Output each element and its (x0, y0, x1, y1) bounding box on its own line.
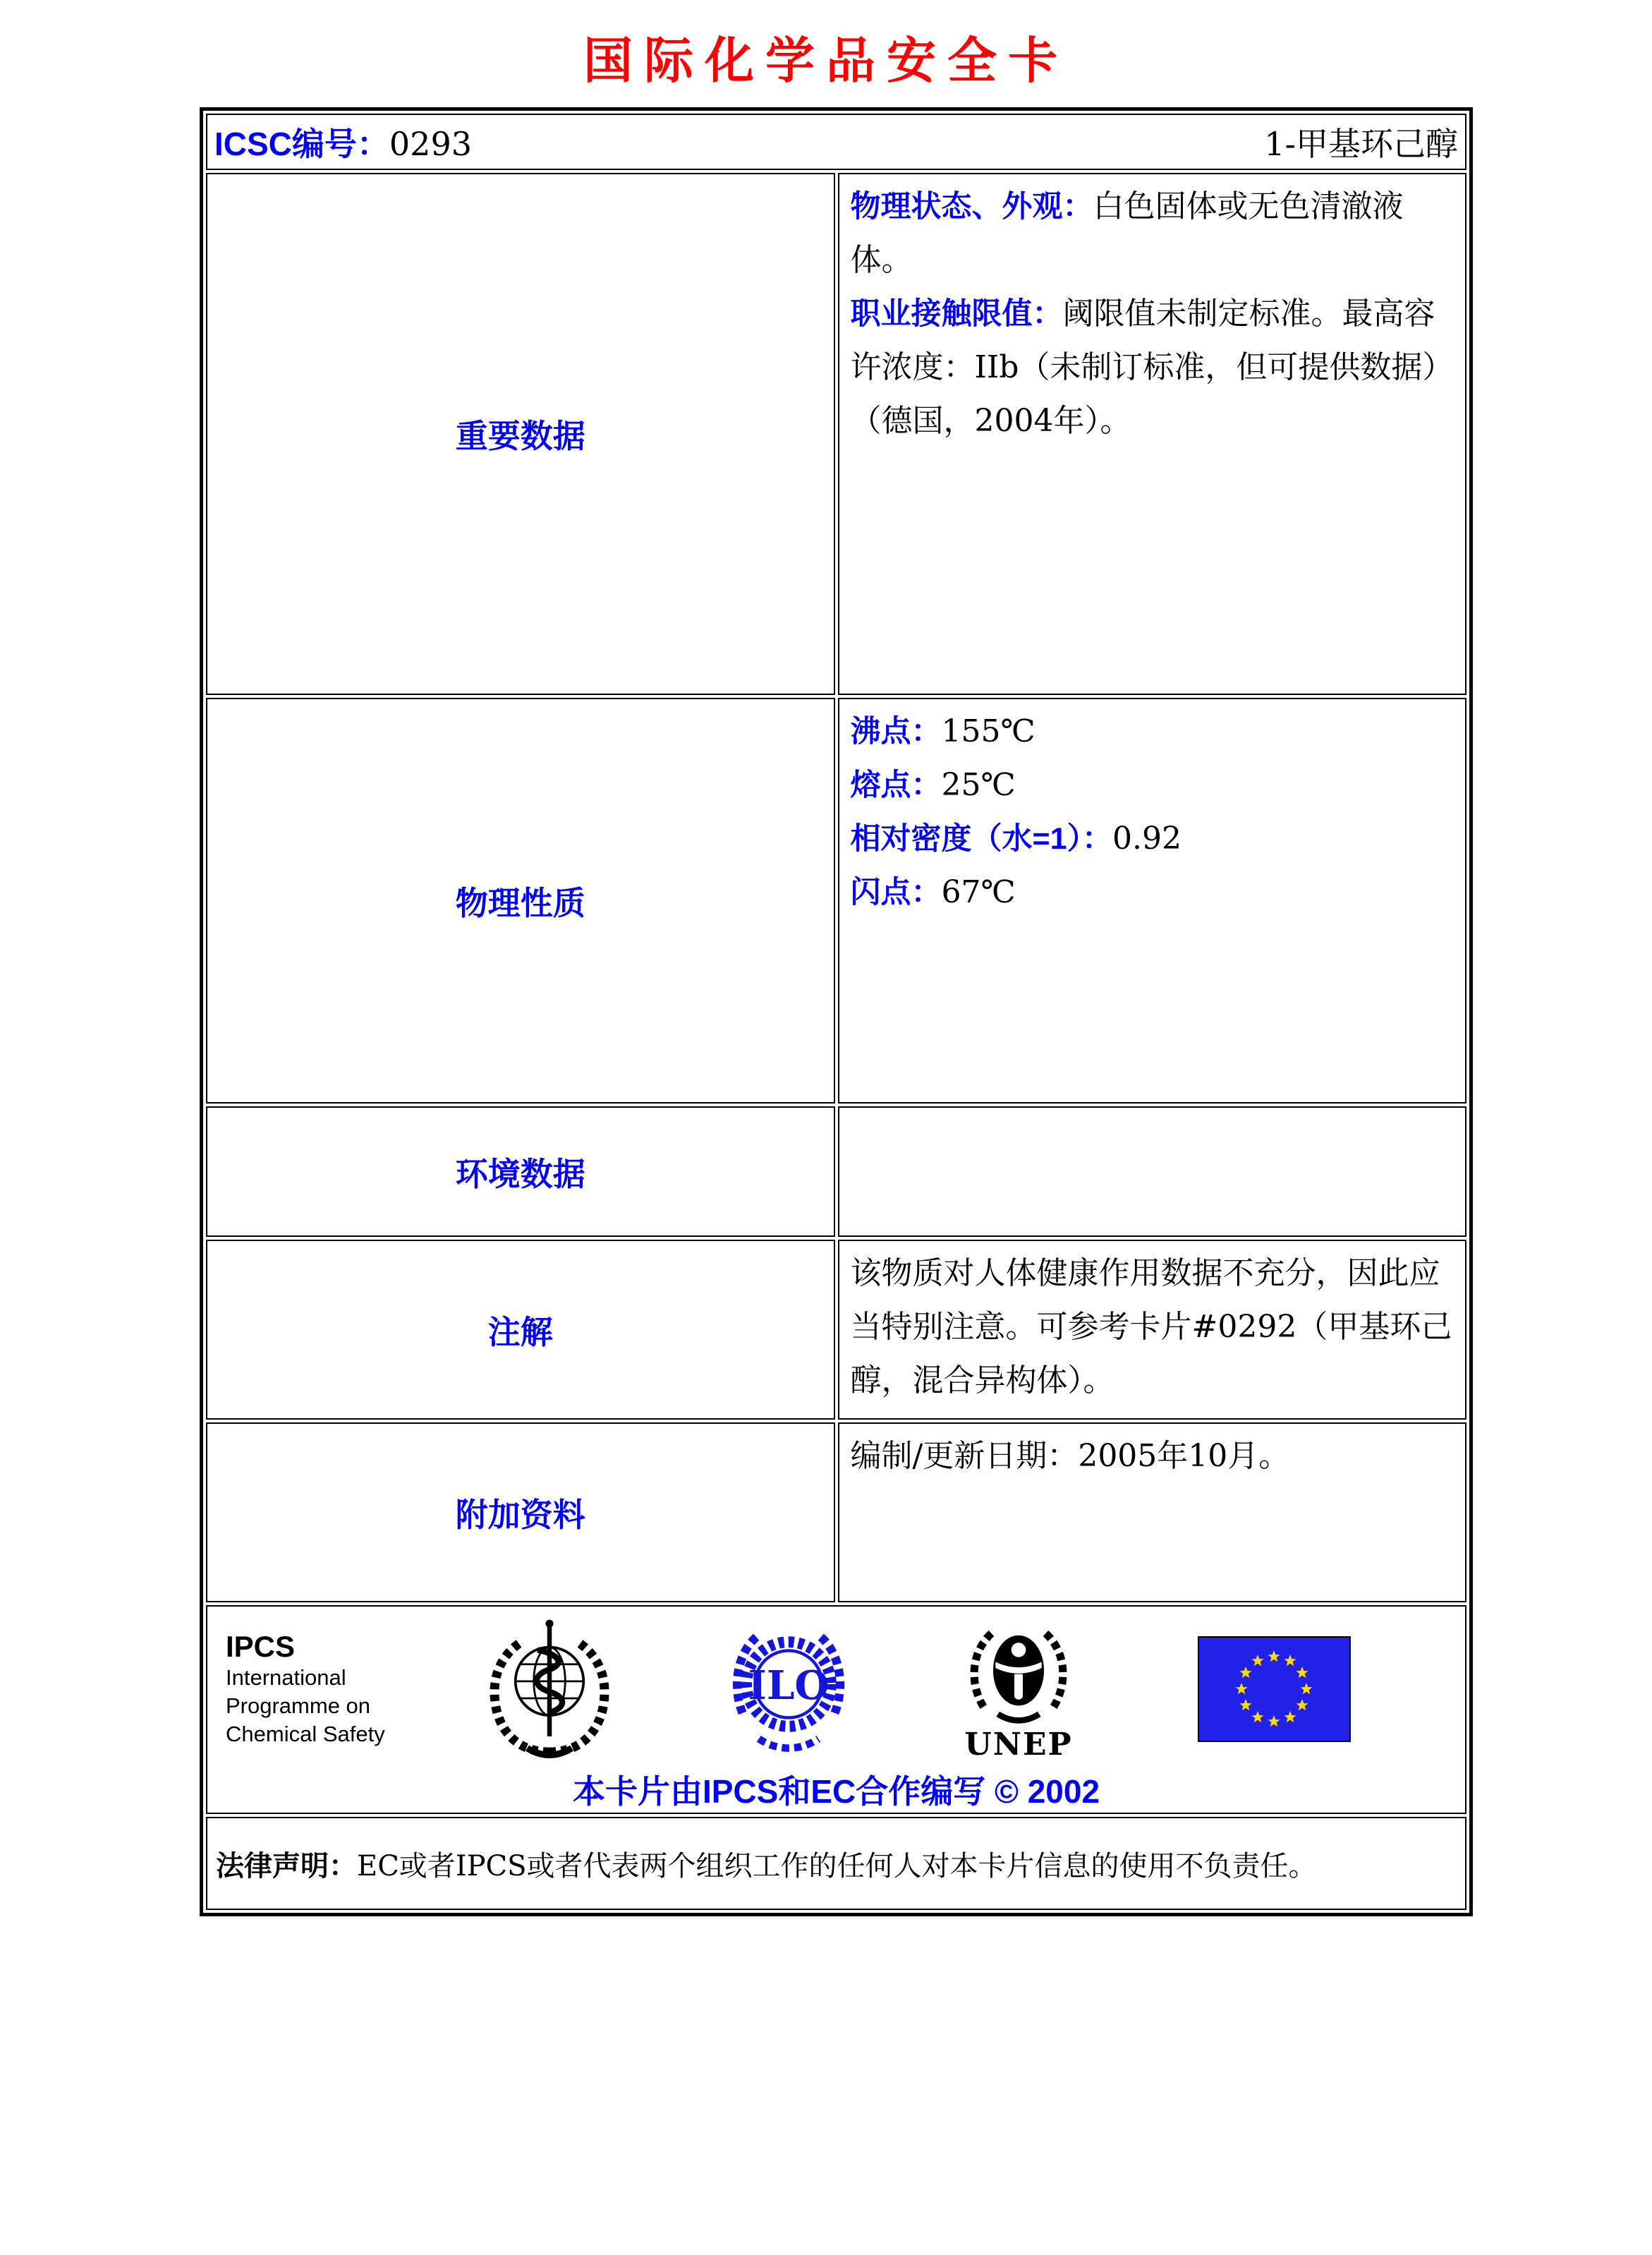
credit-line (207, 1766, 1465, 1813)
logos-cell (206, 1605, 1466, 1814)
section-content-important-data (838, 173, 1467, 695)
ilo-letters: ILO (748, 1662, 830, 1710)
melting-point-label: 熔点： (850, 768, 942, 802)
credit-text: 本卡片由IPCS和EC合作编写 (572, 1773, 986, 1810)
eu-flag-icon (1198, 1636, 1351, 1742)
icsc-number-value: 0293 (389, 125, 472, 163)
section-content-additional-info (838, 1422, 1467, 1602)
copyright-text: © 2002 (995, 1773, 1100, 1810)
section-content-environmental-data (838, 1106, 1467, 1237)
ipcs-line-1: International (226, 1665, 346, 1690)
physical-state-value: 白色固体或无色清澈液体。 (850, 188, 1404, 278)
notes-text: 该物质对人体健康作用数据不充分，因此应当特别注意。可参考卡片#0292（甲基环己醇，混合异构体）。 (850, 1255, 1452, 1398)
section-row-important-data (206, 173, 1466, 695)
relative-density-label: 相对密度（水=1）： (850, 822, 1113, 856)
icsc-card-table (200, 107, 1473, 1916)
relative-density-value: 0.92 (1112, 821, 1182, 857)
ipcs-line-2: Programme on (226, 1693, 371, 1718)
logos-row (206, 1605, 1466, 1814)
relative-density-line (851, 812, 1453, 866)
melting-point-value: 25℃ (941, 767, 1016, 803)
legal-cell (206, 1817, 1466, 1910)
additional-info-text: 编制/更新日期：2005年10月。 (850, 1438, 1290, 1474)
melting-point-line (851, 758, 1453, 812)
header-row (206, 114, 1466, 170)
physical-state-label: 物理状态、外观： (850, 190, 1093, 224)
important-data-line-exposure (851, 287, 1453, 448)
header-cell (206, 114, 1466, 170)
legal-notice-text: EC或者IPCS或者代表两个组织工作的任何人对本卡片信息的使用不负责任。 (357, 1849, 1317, 1882)
section-label-notes: 注解 (206, 1240, 835, 1420)
flash-point-line (851, 866, 1453, 919)
ipcs-line-3: Chemical Safety (226, 1722, 385, 1746)
unep-logo-icon (958, 1617, 1079, 1729)
section-row-environmental-data (206, 1106, 1466, 1237)
boiling-point-line (851, 705, 1453, 758)
occupational-exposure-value: 阈限值未制定标准。最高容许浓度：IIb（未制订标准，但可提供数据）（德国，2004年）。 (850, 296, 1438, 439)
legal-row (206, 1817, 1466, 1910)
section-content-physical-properties (838, 698, 1467, 1104)
section-label-environmental-data: 环境数据 (206, 1106, 835, 1237)
flash-point-value: 67℃ (941, 874, 1016, 910)
ipcs-text-block (226, 1630, 416, 1748)
ipcs-acronym: IPCS (226, 1630, 296, 1663)
important-data-line-appearance (851, 180, 1453, 287)
occupational-exposure-label: 职业接触限值： (850, 297, 1063, 331)
section-label-physical-properties: 物理性质 (206, 698, 835, 1104)
chemical-name: 1-甲基环己醇 (1264, 125, 1458, 163)
flash-point-label: 闪点： (850, 876, 942, 909)
section-row-notes (206, 1240, 1466, 1420)
boiling-point-value: 155℃ (941, 713, 1035, 749)
section-label-additional-info: 附加资料 (206, 1422, 835, 1602)
section-label-important-data: 重要数据 (206, 173, 835, 695)
who-logo-icon (484, 1616, 615, 1763)
icsc-number-group (214, 119, 472, 165)
section-row-physical-properties (206, 698, 1466, 1104)
unep-caption: UNEP (964, 1727, 1073, 1763)
icsc-number-label: ICSC编号： (214, 126, 389, 162)
legal-notice-label: 法律声明： (216, 1850, 357, 1882)
section-content-notes (838, 1240, 1467, 1420)
section-row-additional-info (206, 1422, 1466, 1602)
ilo-logo-icon (727, 1619, 851, 1759)
boiling-point-label: 沸点： (850, 715, 942, 749)
page-title: 国际化学品安全卡 (583, 31, 1069, 90)
unep-logo-block (958, 1617, 1079, 1761)
